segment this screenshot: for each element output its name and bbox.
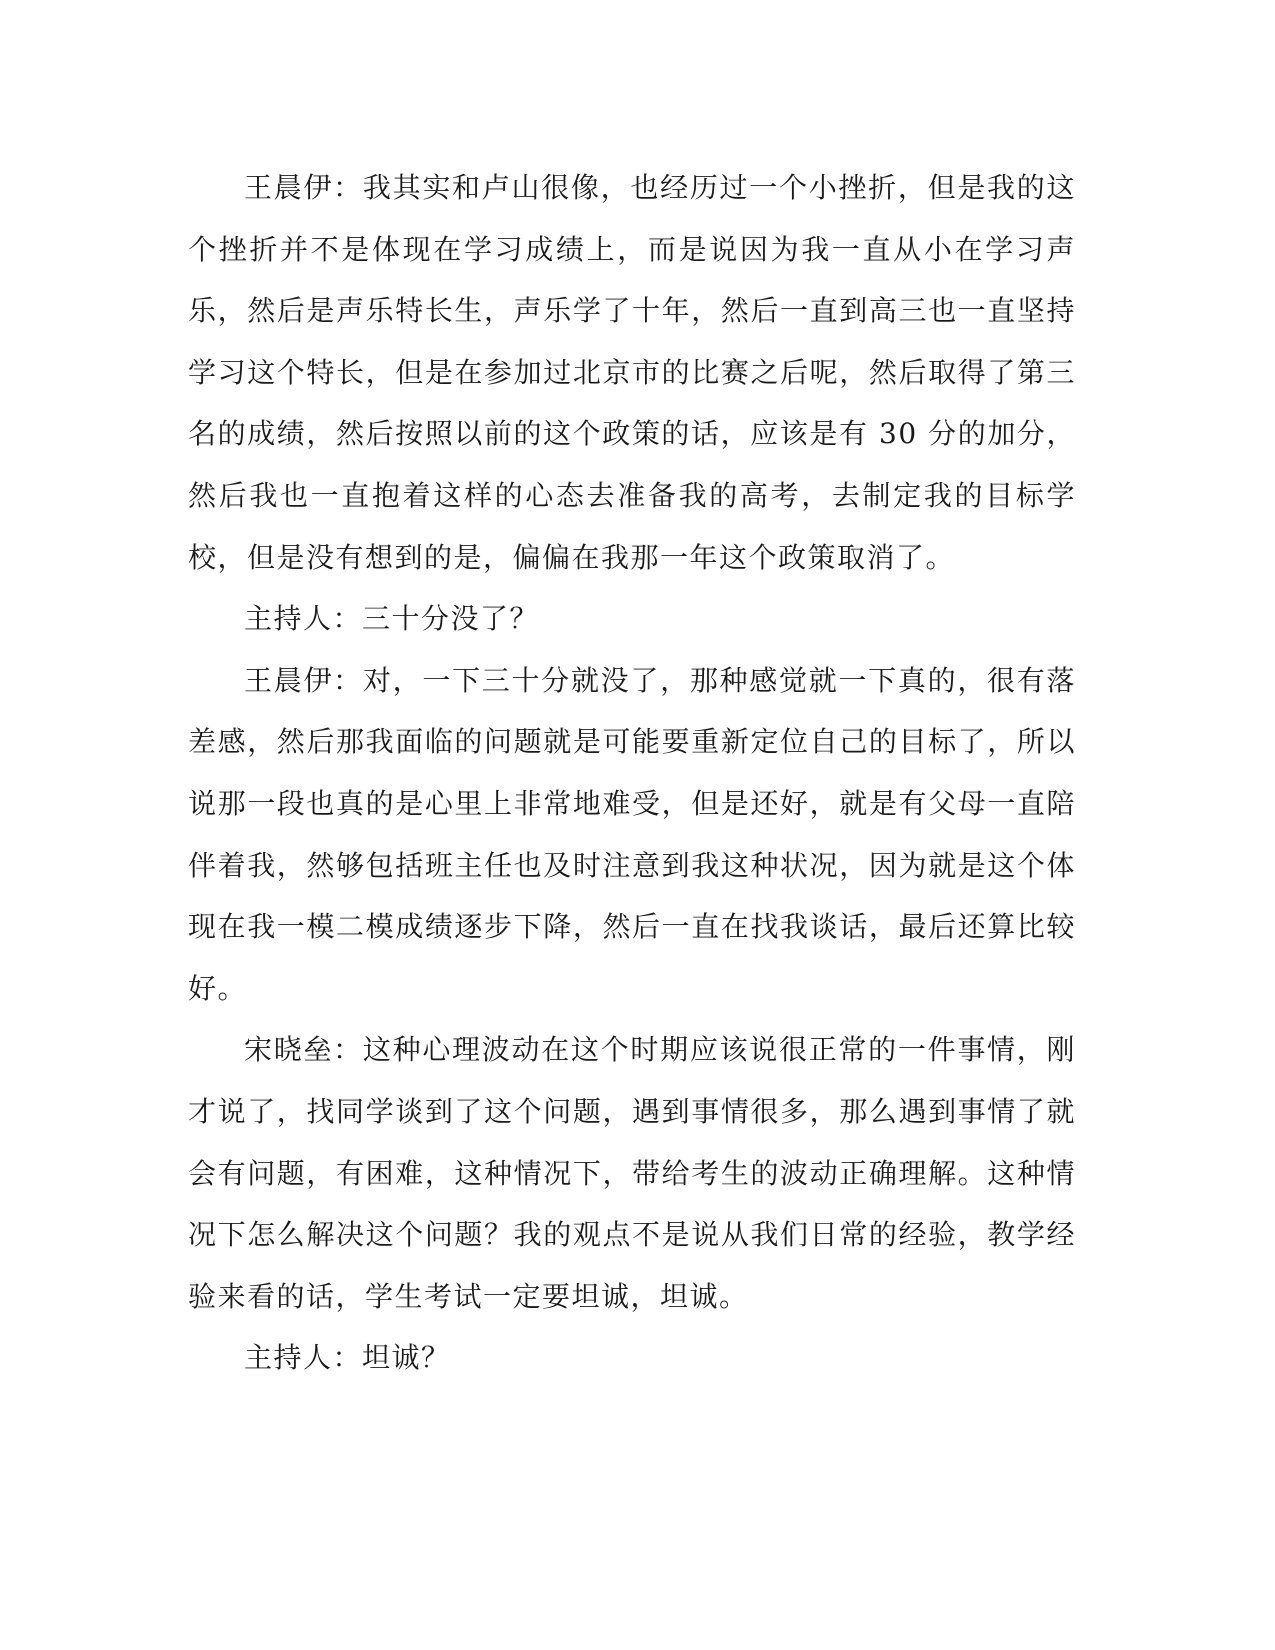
paragraph-host-1: 主持人：三十分没了？ <box>244 602 540 636</box>
paragraph-song-xiaolei-1: 宋晓垒：这种心理波动在这个时期应该说很正常的一件事情，刚才说了，找同学谈到了这个问题，遇到事情很多，那么遇到事情了就会有问题，有困难，这种情况下，带给考生的波动正确理解。这种情况下怎么解决这个问题？我的观点不是说从我们日常的经验，教学经验来看的话，学生考试一定要坦诚，坦诚。 <box>188 1033 1076 1313</box>
paragraph-wang-chenyi-1: 王晨伊：我其实和卢山很像，也经历过一个小挫折，但是我的这个挫折并不是体现在学习成绩上，而是说因为我一直从小在学习声乐，然后是声乐特长生，声乐学了十年，然后一直到高三也一直坚持学习这个特长，但是在参加过北京市的比赛之后呢，然后取得了第三名的成绩，然后按照以前的这个政策的话，应该是有 30 分的加分，然后我也一直抱着这样的心态去准备我的高考，去制定我的目标学校，但是没有想到的是，偏偏在我那一年这个政策取消了。 <box>188 171 1076 574</box>
paragraph-wang-chenyi-2: 王晨伊：对，一下三十分就没了，那种感觉就一下真的，很有落差感，然后那我面临的问题就是可能要重新定位自己的目标了，所以说那一段也真的是心里上非常地难受，但是还好，就是有父母一直陪伴着我，然够包括班主任也及时注意到我这种状况，因为就是这个体现在我一模二模成绩逐步下降，然后一直在找我谈话，最后还算比较好。 <box>188 663 1076 1005</box>
transcript-body <box>188 157 1076 1389</box>
paragraph-host-2: 主持人：坦诚？ <box>244 1341 451 1375</box>
